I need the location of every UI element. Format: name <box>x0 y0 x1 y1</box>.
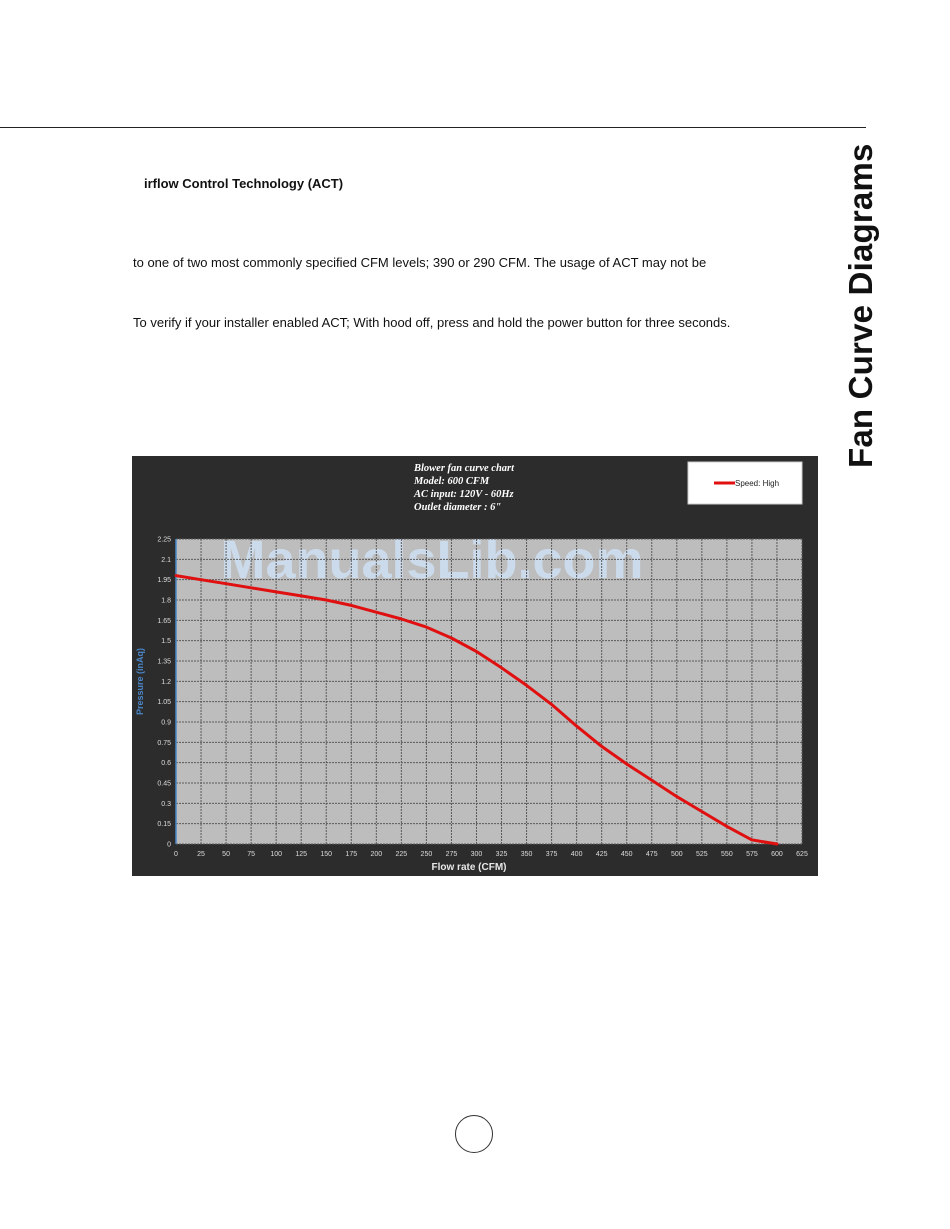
y-tick-label: 0.3 <box>161 800 171 808</box>
x-tick-label: 200 <box>370 851 383 858</box>
y-tick-label: 1.8 <box>161 597 171 605</box>
y-tick-label: 1.5 <box>161 638 171 646</box>
y-tick-label: 1.35 <box>157 658 171 666</box>
x-axis-label: Flow rate (CFM) <box>431 862 507 873</box>
x-tick-label: 525 <box>695 851 708 858</box>
x-tick-label: 100 <box>270 851 283 858</box>
section-heading: irflow Control Technology (ACT) <box>144 176 344 191</box>
y-tick-label: 2.25 <box>157 536 171 544</box>
paragraph-1: to one of two most commonly specified CFM levels; 390 or 290 CFM. The usage of ACT may not be <box>133 255 707 270</box>
x-tick-label: 75 <box>247 851 256 858</box>
x-tick-label: 275 <box>445 851 458 858</box>
x-tick-label: 150 <box>320 851 333 858</box>
paragraph-2: To verify if your installer enabled ACT; With hood off, press and hold the power button for three seconds. <box>133 315 731 330</box>
x-tick-label: 500 <box>670 851 683 858</box>
legend-label: Speed: High <box>735 479 780 488</box>
x-tick-label: 400 <box>570 851 583 858</box>
x-tick-label: 475 <box>645 851 658 858</box>
x-tick-label: 425 <box>595 851 608 858</box>
fan-curve-chart <box>132 456 818 876</box>
x-tick-label: 175 <box>345 851 358 858</box>
x-tick-label: 325 <box>495 851 508 858</box>
x-tick-label: 0 <box>174 851 178 858</box>
x-tick-label: 125 <box>295 851 308 858</box>
x-tick-label: 25 <box>197 851 205 858</box>
x-tick-label: 450 <box>620 851 633 858</box>
x-tick-label: 550 <box>721 851 733 858</box>
y-tick-label: 1.05 <box>157 699 171 707</box>
y-tick-label: 0.9 <box>161 719 171 727</box>
watermark: ManualsLib.com <box>220 530 644 590</box>
x-tick-label: 375 <box>545 851 558 858</box>
page-number-circle <box>455 1115 493 1153</box>
y-tick-label: 0.15 <box>157 821 171 829</box>
y-tick-label: 0.75 <box>157 739 171 747</box>
chart-title-line: Blower fan curve chart <box>414 463 515 474</box>
side-title: Fan Curve Diagrams <box>842 143 879 468</box>
x-tick-label: 625 <box>796 851 808 858</box>
x-tick-label: 350 <box>520 851 533 858</box>
x-tick-label: 575 <box>746 851 758 858</box>
x-tick-label: 250 <box>420 851 433 858</box>
chart-title-line: Outlet diameter : 6" <box>414 502 502 513</box>
x-tick-label: 225 <box>395 851 408 858</box>
y-tick-label: 0 <box>167 841 171 849</box>
x-tick-label: 50 <box>222 851 230 858</box>
y-tick-label: 2.1 <box>161 556 171 564</box>
x-tick-label: 300 <box>470 851 483 858</box>
y-tick-label: 0.6 <box>161 760 171 768</box>
y-tick-label: 1.2 <box>161 678 171 686</box>
y-tick-label: 1.95 <box>157 577 171 585</box>
top-rule <box>0 127 866 128</box>
x-tick-label: 600 <box>771 851 783 858</box>
chart-svg <box>132 456 818 876</box>
y-tick-label: 1.65 <box>157 617 171 625</box>
chart-title-line: Model: 600 CFM <box>414 476 490 487</box>
y-axis-label: Pressure (inAq) <box>135 647 145 716</box>
y-tick-label: 0.45 <box>157 780 171 788</box>
chart-title-line: AC input: 120V - 60Hz <box>414 489 514 500</box>
